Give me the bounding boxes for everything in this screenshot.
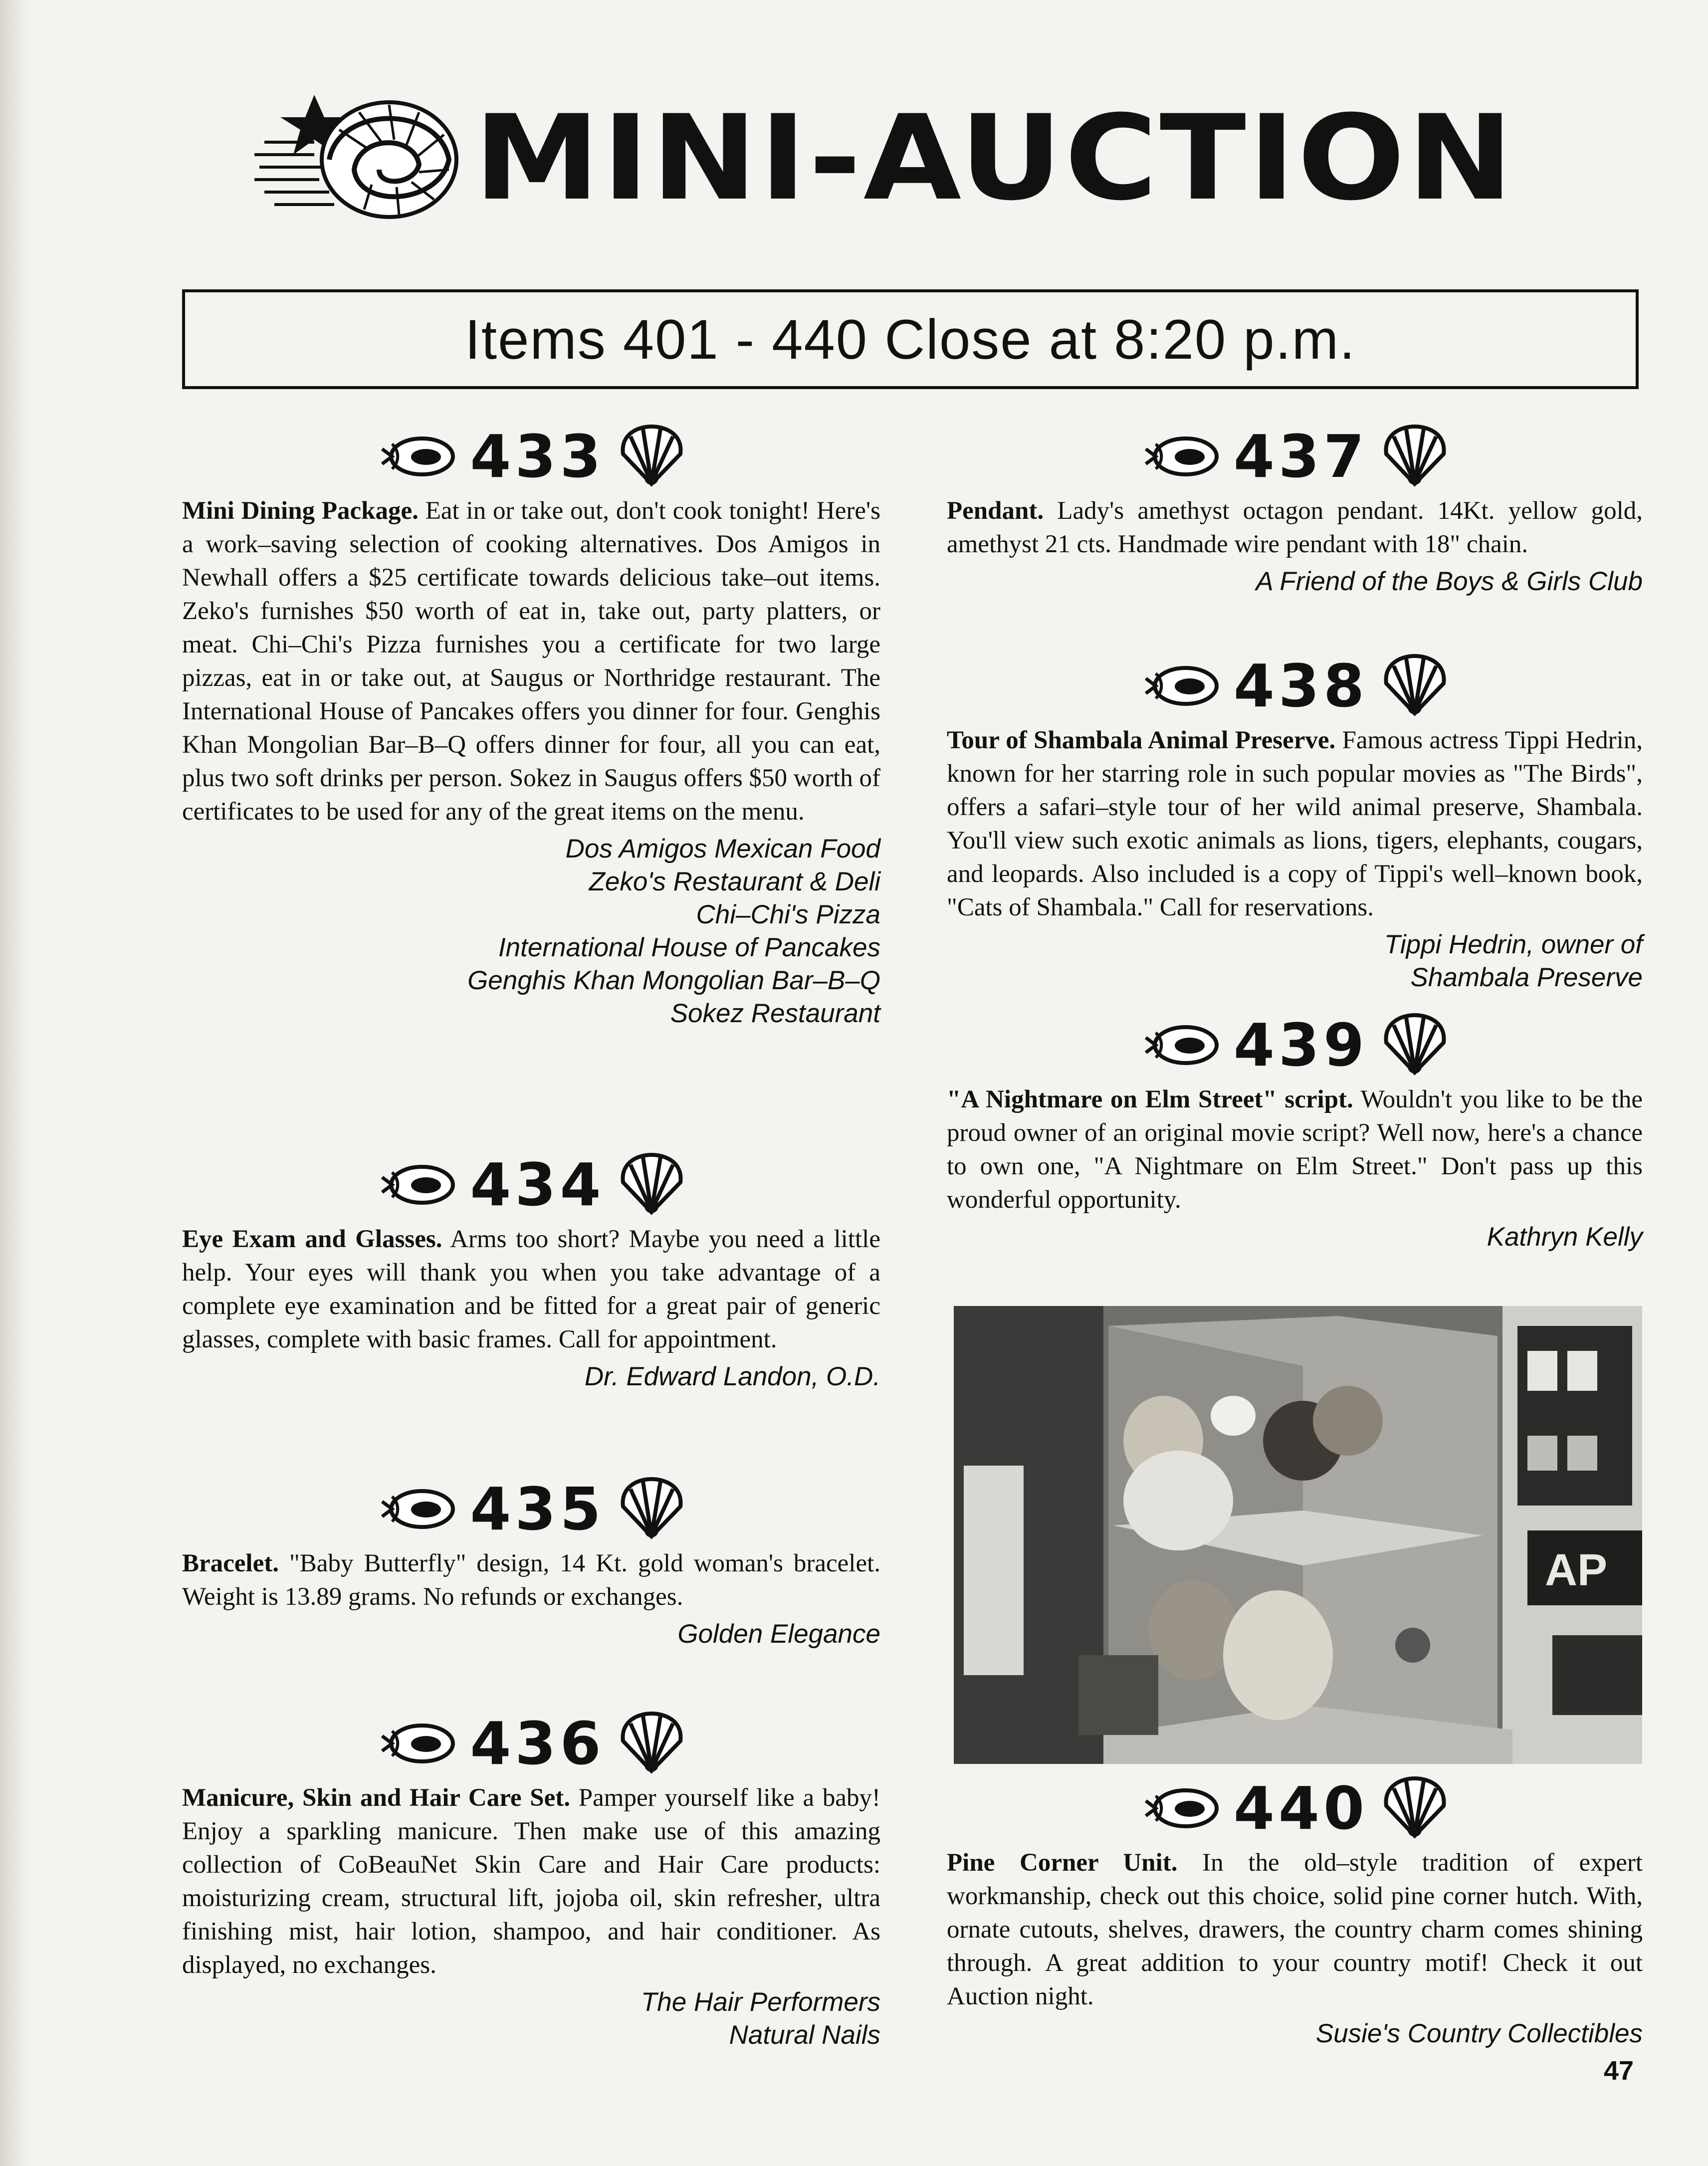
item-number: 439 [1233,1011,1369,1080]
right-column [947,0,1643,2166]
scallop-shell-icon [618,1711,685,1776]
item-text: Pamper yourself like a baby! Enjoy a sparkling manicure. Then make use of this amazing collection of CoBeauNet Skin Care and Hair Care products: moisturizing cream, structural lift, jojoba oil, skin refresher, ultra finishing mist, hair lotion, shampoo, and hair conditioner. As displayed, no exchanges. [182,1784,880,1979]
donor-list [947,928,1643,994]
donor-name: Dr. Edward Landon, O.D. [584,1362,880,1391]
donor-list [182,1986,880,2052]
item-title: Bracelet. [182,1549,279,1577]
item-number: 433 [470,422,605,491]
item-number-header [947,422,1643,491]
item-title: Pine Corner Unit. [947,1849,1178,1877]
item-description [947,724,1643,924]
donor-name: Dos Amigos Mexican Food [565,834,880,864]
clam-shell-icon [377,1162,457,1207]
item-text: Arms too short? Maybe you need a little help. Your eyes will thank you when you take advantage of a complete eye examination and be fitted for a great pair of generic glasses, complete with basic frames. Call for appointment. [182,1225,880,1353]
donor-name: Natural Nails [729,2020,880,2050]
clam-shell-icon [1141,1023,1221,1068]
auction-item-433 [182,422,880,1030]
item-number-header [182,1709,880,1778]
item-number: 440 [1233,1774,1369,1843]
item-title: Mini Dining Package. [182,497,419,525]
donor-name: Kathryn Kelly [1487,1222,1643,1252]
item-number-header [182,1474,880,1544]
auction-item-438 [947,651,1643,994]
donor-name: Chi–Chi's Pizza [696,900,880,929]
item-title: Pendant. [947,497,1044,525]
item-text: Wouldn't you like to be the proud owner of an original movie script? Well now, here's a chance to own one, "A Nightmare on Elm Street." Don't pass up this wonderful opportunity. [947,1085,1643,1214]
page-number: 47 [1604,2056,1634,2086]
donor-name: Susie's Country Collectibles [1315,2019,1643,2048]
donor-list [947,2017,1643,2050]
clam-shell-icon [377,1487,457,1531]
auction-item-434 [182,1150,880,1393]
item-description [947,1083,1643,1217]
clam-shell-icon [1141,1786,1221,1831]
auction-item-435 [182,1474,880,1651]
donor-list [182,833,880,1030]
item-number: 434 [470,1150,605,1219]
scallop-shell-icon [1381,1013,1449,1078]
item-text: In the old–style tradition of expert workmanship, check out this choice, solid pine corner hutch. With, ornate cutouts, shelves, drawers, the country charm comes shining through. A great addition to your country motif! Check it out Auction night. [947,1849,1643,2010]
item-number-header [182,422,880,491]
donor-name: Golden Elegance [677,1619,880,1649]
page-gutter-shadow [0,0,30,2166]
clam-shell-icon [377,1721,457,1766]
clam-shell-icon [377,434,457,479]
scallop-shell-icon [1381,653,1449,718]
donor-name: International House of Pancakes [498,933,880,962]
photo-sign-text: AP [1545,1545,1608,1595]
item-description [182,1781,880,1982]
photo-illustration [954,1306,1642,1764]
item-number: 438 [1233,651,1369,720]
auction-item-436 [182,1709,880,2052]
item-title: Eye Exam and Glasses. [182,1225,442,1253]
item-number-header [947,651,1643,721]
donor-name: Zeko's Restaurant & Deli [589,867,880,896]
scallop-shell-icon [618,1152,685,1217]
item-number-header [947,1010,1643,1080]
donor-name: Sokez Restaurant [670,999,880,1028]
item-number: 437 [1233,422,1369,491]
donor-list [182,1360,880,1393]
item-number-header [182,1150,880,1220]
scallop-shell-icon [618,1477,685,1541]
scallop-shell-icon [1381,1776,1449,1841]
item-description [182,494,880,829]
item-description [182,1223,880,1356]
donor-list [947,1221,1643,1254]
donor-name: Genghis Khan Mongolian Bar–B–Q [467,966,880,995]
item-number-header [947,1773,1643,1843]
item-description [182,1547,880,1614]
page-title: MINI-AUCTION [474,90,1515,226]
donor-name: Tippi Hedrin, owner of [1384,930,1643,959]
donor-list [182,1618,880,1651]
auction-item-439 [947,1010,1643,1254]
donor-list [947,565,1643,598]
clam-shell-icon [1141,434,1221,479]
item-text: Famous actress Tippi Hedrin, known for her starring role in such popular movies as "The Birds", offers a safari–style tour of her wild animal preserve, Shambala. You'll view such exotic animals as lions, tigers, elephants, cougars, and leopards. Also included is a copy of Tippi's well–known book, "Cats of Shambala." Call for reservations. [947,726,1643,921]
clam-shell-icon [1141,663,1221,708]
item-title: Manicure, Skin and Hair Care Set. [182,1784,571,1812]
item-title: "A Nightmare on Elm Street" script. [947,1085,1353,1113]
item-description [947,1846,1643,2013]
item-number: 435 [470,1475,605,1543]
donor-name: The Hair Performers [640,1987,880,2017]
donor-name: A Friend of the Boys & Girls Club [1256,567,1643,596]
item-text: Eat in or take out, don't cook tonight! Here's a work–saving selection of cooking alternatives. Dos Amigos in Newhall offers a $25 certificate towards delicious take–out items. Zeko's furnishes $50 worth of eat in, take out, party platters, or meat. Chi–Chi's Pizza furnishes you a certificate for two large pizzas, eat in or take out, at Saugus or Northridge restaurant. The International House of Pancakes offers you dinner for four. Genghis Khan Mongolian Bar–B–Q offers dinner for four, all you can eat, plus two soft drinks per person. Sokez in Saugus offers $50 worth of certificates to be used for any of the great items on the menu. [182,497,880,826]
scallop-shell-icon [1381,424,1449,489]
left-column [182,0,880,2166]
closing-time-text: Items 401 - 440 Close at 8:20 p.m. [464,308,1356,371]
scallop-shell-icon [618,424,685,489]
item-text: Lady's amethyst octagon pendant. 14Kt. yellow gold, amethyst 21 cts. Handmade wire pendant with 18" chain. [947,497,1643,558]
item-title: Tour of Shambala Animal Preserve. [947,726,1336,754]
item-description [947,494,1643,561]
auction-item-440 [947,1773,1643,2050]
pine-corner-unit-photo [954,1306,1642,1764]
auction-item-437 [947,422,1643,598]
item-number: 436 [470,1709,605,1778]
donor-name: Shambala Preserve [1410,963,1643,992]
item-text: "Baby Butterfly" design, 14 Kt. gold woman's bracelet. Weight is 13.89 grams. No refunds or exchanges. [182,1549,880,1611]
